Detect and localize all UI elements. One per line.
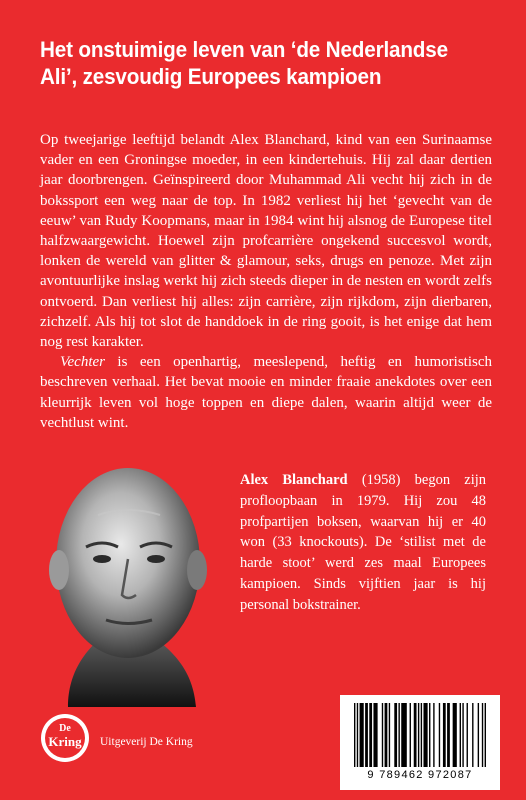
barcode-bar <box>418 703 419 767</box>
barcode-bar <box>423 703 427 767</box>
barcode-bar <box>410 703 411 767</box>
barcode-bar <box>482 703 483 767</box>
barcode-bar <box>472 703 473 767</box>
barcode-bar <box>443 703 446 767</box>
author-portrait <box>28 455 228 707</box>
barcode-bar <box>373 703 377 767</box>
barcode-bar <box>439 703 440 767</box>
barcode-bar <box>460 703 461 767</box>
barcode-bar <box>369 703 372 767</box>
barcode-bars <box>354 703 486 767</box>
isbn-number: 9 789462 972087 <box>367 769 473 781</box>
blurb-paragraph-2-text: is een openhartig, meeslepend, heftig en humoristisch beschreven verhaal. Het bevat mooie en minder fraaie anekdotes over een kleurrijk leven vol hoge toppen en diepe dalen, waarin altijd weer de vechtlust wint. <box>40 354 492 431</box>
barcode-bar <box>360 703 364 767</box>
book-blurb <box>40 130 492 433</box>
barcode-bar <box>467 703 468 767</box>
barcode-bar <box>414 703 417 767</box>
author-name: Alex Blanchard <box>240 472 348 488</box>
svg-text:Kring: Kring <box>48 734 82 749</box>
barcode-bar <box>401 703 407 767</box>
barcode-bar <box>365 703 368 767</box>
headline-line-2: Ali’, zesvoudig Europees kampioen <box>40 64 382 89</box>
author-bio <box>240 470 486 616</box>
barcode-bar <box>429 703 430 767</box>
barcode-bar <box>394 703 397 767</box>
barcode-bar <box>462 703 463 767</box>
blurb-paragraph-2 <box>40 352 492 433</box>
barcode-bar <box>485 703 486 767</box>
barcode-bar <box>357 703 358 767</box>
barcode-bar <box>478 703 479 767</box>
publisher-name: Uitgeverij De Kring <box>100 736 193 748</box>
barcode-bar <box>385 703 388 767</box>
isbn-barcode <box>340 695 500 790</box>
barcode-bar <box>433 703 434 767</box>
barcode-bar <box>382 703 383 767</box>
barcode-bar <box>389 703 390 767</box>
barcode-bar <box>447 703 450 767</box>
barcode-bar <box>453 703 457 767</box>
barcode-bar <box>354 703 355 767</box>
book-title-italic: Vechter <box>60 354 105 371</box>
headline <box>40 36 463 90</box>
blurb-paragraph-1: Op tweejarige leeftijd belandt Alex Blanchard, kind van een Surinaamse vader en een Groningse moeder, in een kindertehuis. Hij zal daar dertien jaar doorbrengen. Geïnspireerd door Muhammad Ali vecht hij zich in de bokssport een weg naar de top. In 1982 verliest hij het ‘gevecht van de eeuw’ van Rudy Koopmans, maar in 1984 wint hij alsnog de Europese titel halfzwaargewicht. Hoewel zijn profcarrière ongekend succesvol wordt, lonken de wereld van glitter & glamour, seks, drugs en penoze. Met zijn avontuurlijke inslag werkt hij zich steeds dieper in de nesten en wordt zelfs ontvoerd. Dan verliest hij alles: zijn carrière, zijn rijkdom, zijn dierbaren, zichzelf. Als hij tot slot de handdoek in de ring gooit, is het enige dat hem nog rest karakter. <box>40 132 492 351</box>
author-bio-text: (1958) begon zijn profloopbaan in 1979. Hij zou 48 profpartijen boksen, waarvan hij er 40 won (33 knockouts). De ‘stilist met de harde stoot’ werd zes maal Europees kampioen. Sinds vijftien jaar is hij personal bokstrainer. <box>240 472 487 613</box>
headline-line-1: Het onstuimige leven van ‘de Nederlandse <box>40 37 448 62</box>
barcode-bar <box>398 703 399 767</box>
de-kring-logo <box>40 705 90 767</box>
svg-text:De: De <box>59 723 71 734</box>
barcode-bar <box>421 703 422 767</box>
